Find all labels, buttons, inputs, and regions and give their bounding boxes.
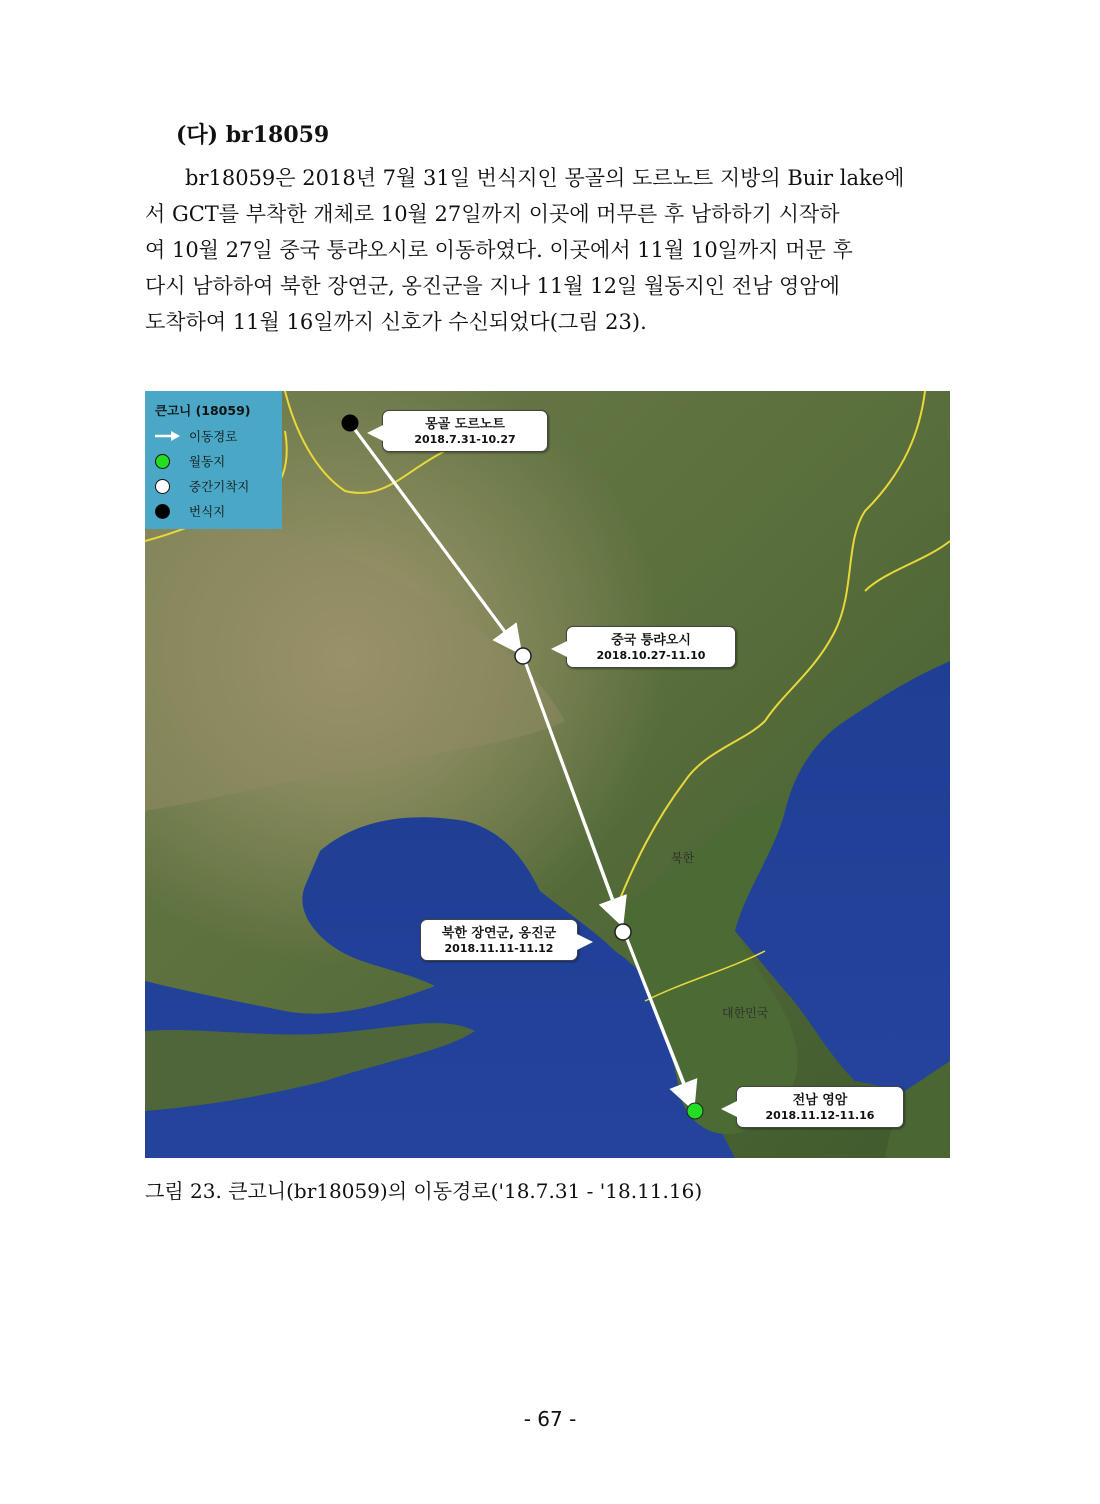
map-legend xyxy=(145,391,282,529)
legend-item xyxy=(155,476,249,496)
callout-tongliao xyxy=(566,626,736,668)
callout-yeongam xyxy=(736,1086,904,1128)
legend-label: 번식지 xyxy=(189,504,226,519)
stopover-marker xyxy=(615,924,631,940)
legend-item xyxy=(155,451,225,471)
legend-item xyxy=(155,426,237,446)
section-heading: (다) br18059 xyxy=(176,122,330,148)
callout-tail xyxy=(577,934,593,950)
wintering-site-marker xyxy=(687,1103,703,1119)
body-paragraph xyxy=(145,160,953,340)
migration-map xyxy=(145,391,950,1158)
paragraph-line: 서 GCT를 부착한 개체로 10월 27일까지 이곳에 머무른 후 남하하기 시작하 xyxy=(145,202,840,226)
paragraph-line: 다시 남하하여 북한 장연군, 옹진군을 지나 11월 12일 월동지인 전남 영암에 xyxy=(145,274,840,298)
callout-name: 북한 장연군, 옹진군 xyxy=(441,926,557,941)
green-dot-icon xyxy=(155,454,170,469)
legend-title: 큰고니 (18059) xyxy=(155,403,251,418)
stopover-marker xyxy=(515,648,531,664)
figure-caption: 그림 23. 큰고니(br18059)의 이동경로('18.7.31 - '18.11.16) xyxy=(145,1179,703,1203)
callout-date: 2018.11.11-11.12 xyxy=(444,942,554,955)
callout-date: 2018.10.27-11.10 xyxy=(596,649,706,662)
legend-item xyxy=(155,501,225,521)
callout-date: 2018.7.31-10.27 xyxy=(414,433,516,446)
callout-name: 몽골 도르노트 xyxy=(425,417,505,432)
breeding-site-marker xyxy=(342,415,358,431)
legend-label: 중간기착지 xyxy=(189,479,250,494)
paragraph-line: 도착하여 11월 16일까지 신호가 수신되었다(그림 23). xyxy=(145,310,647,334)
callout-tail xyxy=(367,425,383,441)
paragraph-line: 여 10월 27일 중국 퉁랴오시로 이동하였다. 이곳에서 11월 10일까지 머문 후 xyxy=(145,238,853,262)
callout-jangyeon xyxy=(420,919,578,961)
map-label-south-korea: 대한민국 xyxy=(722,1006,769,1020)
callout-tail xyxy=(721,1101,737,1117)
page-number: - 67 - xyxy=(523,1407,577,1431)
legend-label: 월동지 xyxy=(189,454,226,469)
paragraph-line: br18059은 2018년 7월 31일 번식지인 몽골의 도르노트 지방의 Buir lake에 xyxy=(185,166,905,190)
callout-date: 2018.11.12-11.16 xyxy=(765,1109,875,1122)
callout-name: 중국 퉁랴오시 xyxy=(611,633,691,648)
legend-label: 이동경로 xyxy=(189,429,238,444)
white-dot-icon xyxy=(155,479,170,494)
arrow-icon xyxy=(155,430,181,442)
callout-tail xyxy=(551,641,567,657)
callout-name: 전남 영암 xyxy=(792,1093,848,1108)
black-dot-icon xyxy=(155,504,170,519)
callout-mongolia xyxy=(382,410,548,452)
map-label-north-korea: 북한 xyxy=(671,851,695,865)
